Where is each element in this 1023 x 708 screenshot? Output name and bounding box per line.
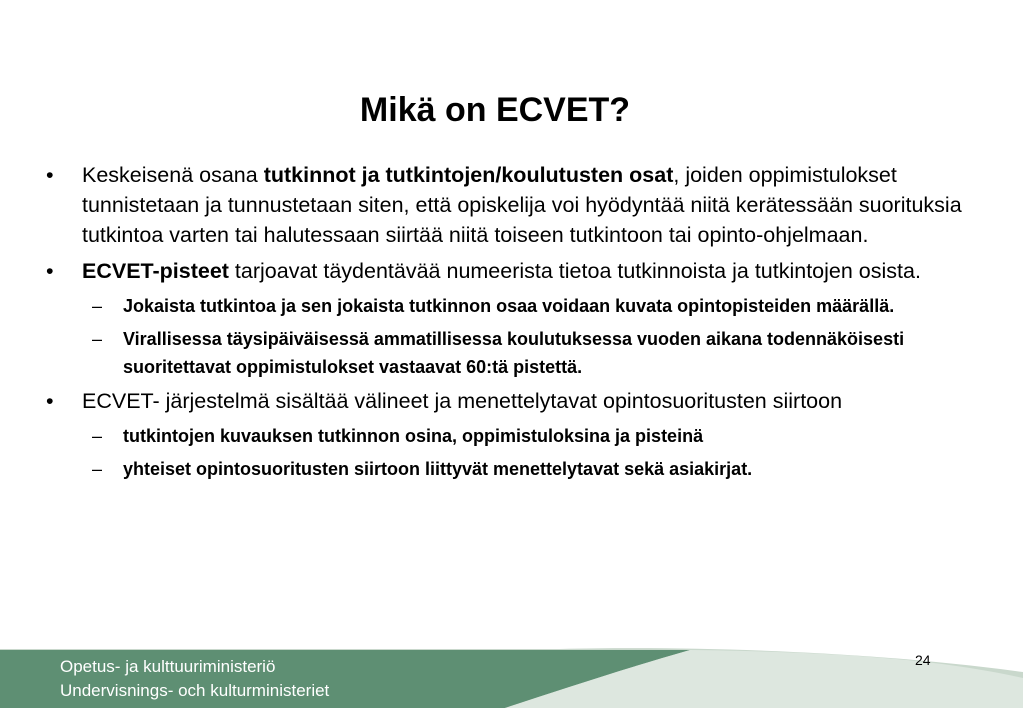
sub-bullet-item [40, 422, 1000, 450]
bullet-text-bold: ECVET-pisteet [82, 259, 229, 283]
ministry-name-swedish: Undervisnings- och kulturministeriet [60, 681, 330, 700]
bullet-item [40, 256, 1000, 286]
sub-bullet-text: Virallisessa täysipäiväisessä ammatillisessa koulutuksessa vuoden aikana todennäköisesti suoritettavat oppimistulokset vastaavat 60:tä pistettä. [123, 329, 905, 377]
sub-bullet-item [40, 455, 1000, 483]
dash-marker: – [92, 426, 103, 446]
ministry-name-finnish: Opetus- ja kulttuuriministeriö [60, 657, 276, 676]
dash-marker: – [92, 329, 103, 349]
bullet-text-plain: tarjoavat täydentävää numeerista tietoa tutkinnoista ja tutkintojen osista. [228, 259, 921, 283]
ministry-footer-banner [0, 646, 1023, 708]
bullet-text-plain: , joiden oppimistulokset tunnistetaan ja tunnustetaan siten, että opiskelija voi hyödyntää niitä kerätessään suorituksia tutkintoa varten tai halutessaan siirtää niitä toiseen tutkintoon tai opinto-ohjelmaan. [82, 163, 962, 247]
bullet-marker: • [46, 259, 54, 283]
bullet-text-plain: ECVET- järjestelmä sisältää välineet ja menettelytavat opintosuoritusten siirtoon [82, 389, 843, 413]
page-number: 24 [915, 652, 931, 668]
sub-bullet-item [40, 325, 1000, 381]
bullet-marker: • [46, 163, 54, 187]
sub-bullet-text: Jokaista tutkintoa ja sen jokaista tutkinnon osaa voidaan kuvata opintopisteiden määrällä. [123, 296, 895, 316]
sub-bullet-text: tutkintojen kuvauksen tutkinnon osina, oppimistuloksina ja pisteinä [123, 426, 704, 446]
sub-bullet-text: yhteiset opintosuoritusten siirtoon liittyvät menettelytavat sekä asiakirjat. [123, 459, 753, 479]
bullet-text-plain: Keskeisenä osana [82, 163, 264, 187]
slide-title: Mikä on ECVET? [359, 91, 631, 129]
slide-content [40, 160, 1000, 488]
sub-bullet-item [40, 292, 1000, 320]
bullet-text-bold: tutkinnot ja tutkintojen/koulutusten osat [263, 163, 674, 187]
bullet-item [40, 160, 1000, 250]
dash-marker: – [92, 459, 103, 479]
bullet-marker: • [46, 389, 54, 413]
bullet-item [40, 386, 1000, 416]
dash-marker: – [92, 296, 103, 316]
